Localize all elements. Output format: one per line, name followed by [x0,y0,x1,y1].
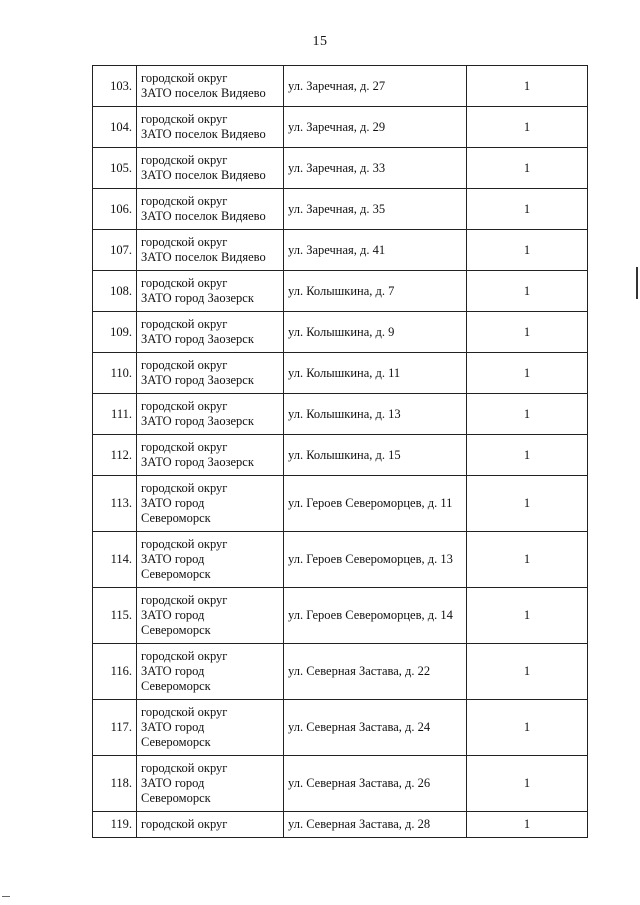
address-cell: ул. Колышкина, д. 9 [284,312,467,353]
row-number: 116. [93,644,137,700]
row-number: 108. [93,271,137,312]
municipality-cell [137,700,284,756]
address-cell: ул. Героев Североморцев, д. 11 [284,476,467,532]
row-number: 114. [93,532,137,588]
quantity-cell: 1 [467,394,588,435]
quantity-cell: 1 [467,812,588,838]
row-number: 106. [93,189,137,230]
quantity-cell: 1 [467,476,588,532]
address-cell: ул. Северная Застава, д. 24 [284,700,467,756]
row-number: 111. [93,394,137,435]
table-row [93,700,588,756]
quantity-cell: 1 [467,756,588,812]
municipality-line: Североморск [141,567,211,581]
row-number: 112. [93,435,137,476]
table-row [93,812,588,838]
municipality-cell [137,312,284,353]
row-number: 109. [93,312,137,353]
scan-edge-mark [636,267,638,299]
municipality-cell [137,107,284,148]
table-row [93,107,588,148]
municipality-cell [137,812,284,838]
address-cell: ул. Героев Североморцев, д. 14 [284,588,467,644]
address-cell: ул. Заречная, д. 41 [284,230,467,271]
quantity-cell: 1 [467,532,588,588]
municipality-line: городской округ [141,481,228,495]
address-cell: ул. Северная Застава, д. 28 [284,812,467,838]
municipality-line: ЗАТО город [141,608,205,622]
row-number: 103. [93,66,137,107]
table-row [93,353,588,394]
table-row [93,189,588,230]
table-row [93,66,588,107]
quantity-cell: 1 [467,107,588,148]
municipality-line: Североморск [141,679,211,693]
municipality-line: ЗАТО город Заозерск [141,373,254,387]
quantity-cell: 1 [467,271,588,312]
address-cell: ул. Героев Североморцев, д. 13 [284,532,467,588]
municipality-line: ЗАТО город [141,720,205,734]
quantity-cell: 1 [467,230,588,271]
municipality-cell [137,230,284,271]
municipality-line: городской округ [141,593,228,607]
row-number: 107. [93,230,137,271]
table-body [93,66,588,838]
quantity-cell: 1 [467,312,588,353]
municipality-line: ЗАТО поселок Видяево [141,127,266,141]
municipality-line: ЗАТО город [141,496,205,510]
municipality-line: ЗАТО поселок Видяево [141,168,266,182]
row-number: 115. [93,588,137,644]
table-row [93,435,588,476]
municipality-line: ЗАТО город Заозерск [141,332,254,346]
municipality-line: городской округ [141,194,228,208]
address-cell: ул. Заречная, д. 35 [284,189,467,230]
address-cell: ул. Колышкина, д. 15 [284,435,467,476]
municipality-line: ЗАТО город Заозерск [141,414,254,428]
municipality-cell [137,189,284,230]
municipality-line: ЗАТО город [141,776,205,790]
table-row [93,312,588,353]
municipality-line: ЗАТО город Заозерск [141,291,254,305]
municipality-cell [137,756,284,812]
quantity-cell: 1 [467,189,588,230]
row-number: 119. [93,812,137,838]
municipality-line: ЗАТО город Заозерск [141,455,254,469]
municipality-line: ЗАТО поселок Видяево [141,209,266,223]
quantity-cell: 1 [467,644,588,700]
municipality-line: городской округ [141,71,228,85]
row-number: 117. [93,700,137,756]
municipality-cell [137,66,284,107]
municipality-cell [137,394,284,435]
address-cell: ул. Колышкина, д. 13 [284,394,467,435]
row-number: 113. [93,476,137,532]
address-cell: ул. Колышкина, д. 7 [284,271,467,312]
municipality-line: Североморск [141,623,211,637]
municipality-line: городской округ [141,705,228,719]
row-number: 105. [93,148,137,189]
municipality-cell [137,588,284,644]
quantity-cell: 1 [467,700,588,756]
municipality-line: городской округ [141,537,228,551]
quantity-cell: 1 [467,353,588,394]
scan-corner-mark [2,896,10,897]
address-cell: ул. Заречная, д. 27 [284,66,467,107]
municipality-cell [137,644,284,700]
municipality-line: ЗАТО город [141,664,205,678]
municipality-line: городской округ [141,761,228,775]
quantity-cell: 1 [467,66,588,107]
quantity-cell: 1 [467,148,588,189]
municipality-line: ЗАТО поселок Видяево [141,250,266,264]
municipality-line: ЗАТО поселок Видяево [141,86,266,100]
address-cell: ул. Северная Застава, д. 22 [284,644,467,700]
row-number: 104. [93,107,137,148]
table-row [93,271,588,312]
quantity-cell: 1 [467,588,588,644]
table-row [93,644,588,700]
municipality-cell [137,435,284,476]
municipality-cell [137,476,284,532]
municipality-line: Североморск [141,791,211,805]
municipality-line: городской округ [141,276,228,290]
municipality-line: городской округ [141,358,228,372]
table-row [93,394,588,435]
address-cell: ул. Заречная, д. 29 [284,107,467,148]
municipality-line: городской округ [141,112,228,126]
municipality-line: Североморск [141,511,211,525]
municipality-line: городской округ [141,440,228,454]
row-number: 110. [93,353,137,394]
municipality-line: городской округ [141,817,228,831]
municipality-line: ЗАТО город [141,552,205,566]
address-cell: ул. Северная Застава, д. 26 [284,756,467,812]
quantity-cell: 1 [467,435,588,476]
address-table [92,65,588,838]
municipality-cell [137,271,284,312]
municipality-line: городской округ [141,235,228,249]
table-row [93,476,588,532]
address-cell: ул. Колышкина, д. 11 [284,353,467,394]
municipality-line: городской округ [141,153,228,167]
municipality-line: городской округ [141,317,228,331]
municipality-cell [137,532,284,588]
page-number: 15 [312,34,328,49]
municipality-cell [137,148,284,189]
municipality-line: Североморск [141,735,211,749]
address-cell: ул. Заречная, д. 33 [284,148,467,189]
table-row [93,148,588,189]
table-row [93,230,588,271]
row-number: 118. [93,756,137,812]
table-row [93,588,588,644]
municipality-line: городской округ [141,399,228,413]
table-row [93,532,588,588]
municipality-line: городской округ [141,649,228,663]
table-row [93,756,588,812]
municipality-cell [137,353,284,394]
